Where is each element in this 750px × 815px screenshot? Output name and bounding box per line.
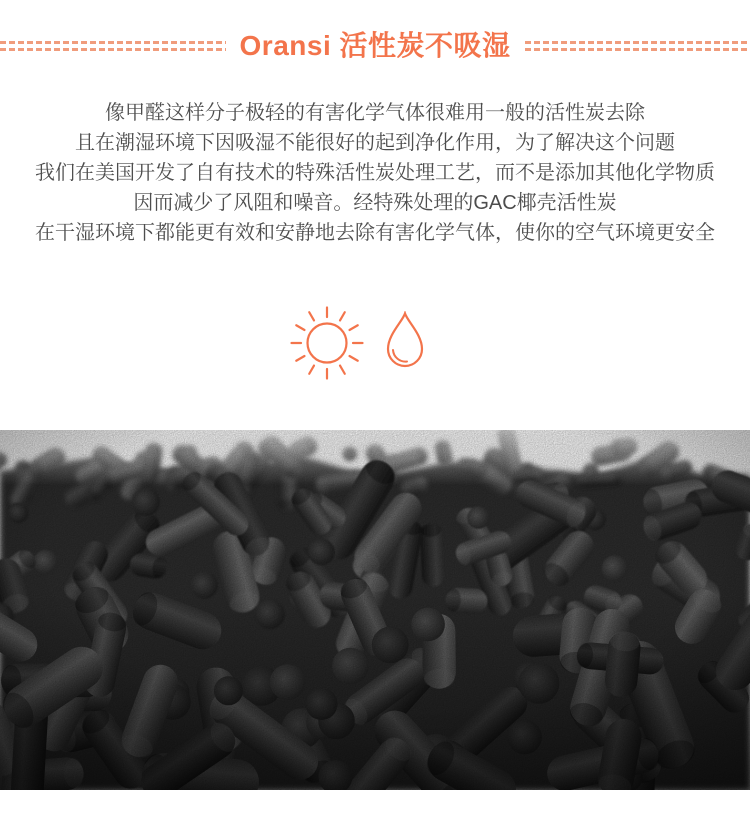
sun-icon: [289, 305, 365, 381]
description-line: 我们在美国开发了自有技术的特殊活性炭处理工艺，而不是添加其他化学物质: [35, 162, 715, 184]
page-title: Oransi 活性炭不吸湿: [239, 30, 511, 61]
description-line: 在干湿环境下都能更有效和安静地去除有害化学气体，使你的空气环境更安全: [35, 222, 715, 244]
product-description: [0, 98, 750, 248]
description-line: 且在潮湿环境下因吸湿不能很好的起到净化作用，为了解决这个问题: [75, 132, 675, 154]
description-line: 因而减少了风阻和噪音。经特殊处理的GAC椰壳活性炭: [133, 192, 617, 214]
activated-carbon-pellets-photo: [0, 430, 750, 790]
description-line: 像甲醛这样分子极轻的有害化学气体很难用一般的活性炭去除: [105, 102, 645, 124]
water-drop-icon: [384, 311, 426, 377]
header-divider-right: [525, 41, 750, 51]
header-divider-left: [0, 41, 226, 51]
section-header: [0, 28, 750, 64]
